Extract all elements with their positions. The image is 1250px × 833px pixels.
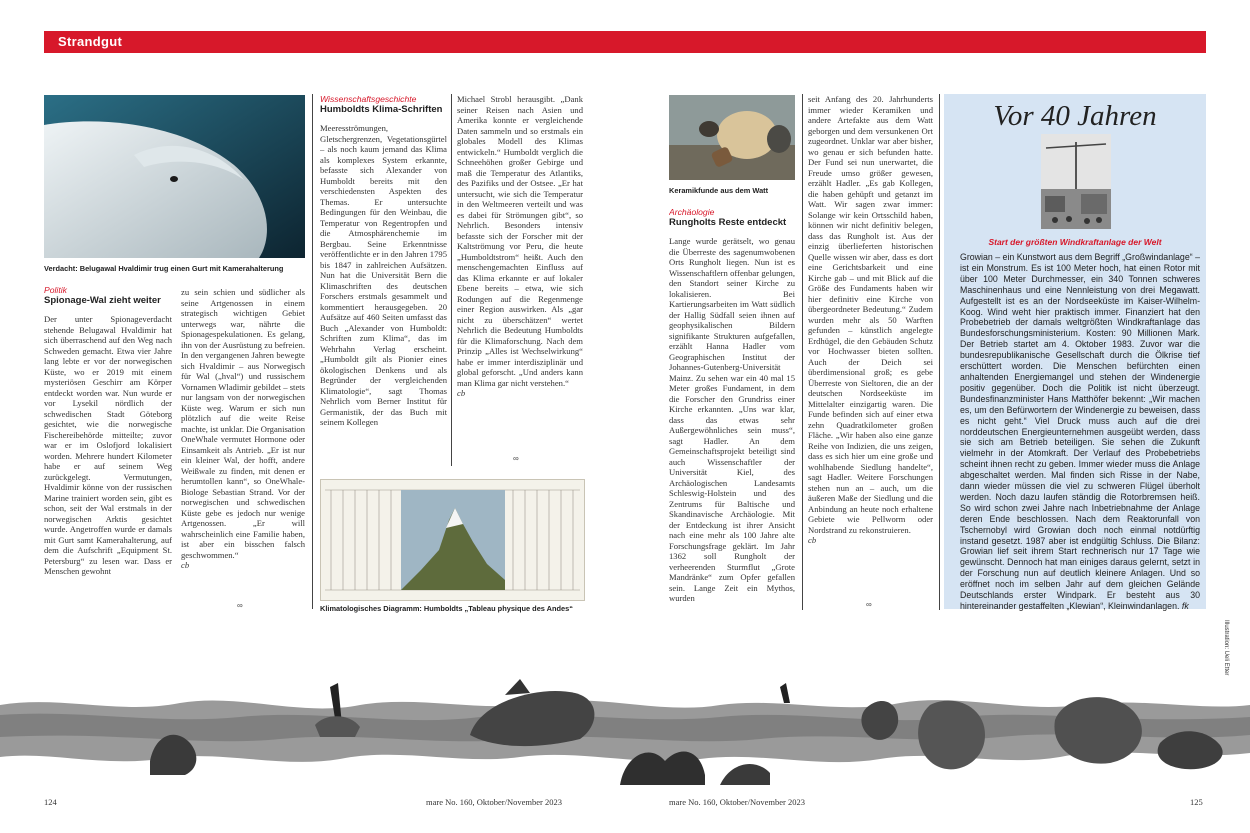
growian-photo [1041, 134, 1111, 229]
illustration-credit: Illustration: Ueli Etter [1223, 620, 1229, 676]
kicker-wissenschaftsgeschichte: Wissenschaftsgeschichte [320, 94, 417, 104]
end-mark-icon: ∞ [866, 600, 872, 609]
flotsam-illustration [0, 665, 1250, 790]
headline-spionage-wal: Spionage-Wal zieht weiter [44, 294, 161, 306]
article-politik-col2 [181, 287, 305, 592]
box-subtitle: Start der größten Windkraftanlage der Welt [988, 237, 1162, 247]
box-article [960, 252, 1200, 612]
article-rungholt-col1 [669, 207, 795, 613]
ceramic-photo [669, 95, 795, 180]
headline-humboldt: Humboldts Klima-Schriften [320, 103, 443, 115]
section-title: Strandgut [58, 34, 123, 49]
kicker-politik: Politik [44, 285, 67, 295]
article-rungholt-col2 [808, 94, 933, 592]
article-humboldt-text1: Meeresströmungen, Gletschergrenzen, Vegetationsgürtel – als noch kaum jemand das Klima als komplexes System erkannte, befasste sich Alexander von Humboldt bereits mit den verschiedensten Aspekten des Themas. Er untersuchte Bedingungen für den Weinbau, die Temperatur von Regentropfen und die Atmosphärenchemie im Bergbau. Seine Erkenntnisse veröffentlichte er in den Jahren 1795 bis 1847 in zahlreichen Aufsätzen. Nun hat die Universität Bern die Klimaschriften des deutschen Forschers erstmals gesammelt und kommentiert herausgegeben. 20 Aufsätze auf 460 Seiten umfasst das Buch „Alexander von Humboldt: Schriften zum Klima“, das im Wehrhahn Verlag erscheint. „Humboldt gilt als Pionier eines ökologischen Denkens und als Begründer der vergleichenden Klimatologie“, sagt Thomas Nehrlich vom Berner Institut für Germanistik, der das Buch mit seinem Kollegen [320, 123, 447, 427]
kicker-archaeologie: Archäologie [669, 207, 715, 217]
article-politik-col1 [44, 285, 172, 615]
article-humboldt-text2: Michael Strobl herausgibt. „Dank seiner Reisen nach Asien und Amerika konnte er vergleichende Daten sammeln und so erstmals ein globales Modell des Klimas entwickeln.“ Humboldt verglich die Schneehöhen großer Gebirge und maß die Temperatur des Atlantiks, des Pazifiks und der Ostsee. „Er hat untersucht, wie sich die Temperatur in den Weltmeeren verteilt und was es dabei für Strömungen gibt“, so Nehrlich. Besonders intensiv befasste sich der Forscher mit der Kaltströmung vor Peru, die heute „Humboldtstrom“ heißt. Auch den menschengemachten Einfluss auf das Klima erkannte er auf lokaler Ebene bereits – etwa, wie sich Rodungen auf die Regenmenge einer Region auswirken. Als „gar nicht zu überschätzen“ wertet Nehrlich die Bedeutung Humboldts für die Klimaforschung. Nach dem Prinzip „Alles ist Wechselwirkung“ habe er immer interdisziplinär und global geforscht. „Und anders kann man Klima gar nicht verstehen.“ [457, 94, 583, 388]
ceramic-image [669, 95, 795, 180]
signature-humboldt: cb [457, 388, 466, 398]
page-number-right: 125 [1190, 797, 1203, 807]
footer-right: mare No. 160, Oktober/November 2023 [669, 797, 805, 807]
article-humboldt-col2 [457, 94, 583, 444]
beluga-caption: Verdacht: Belugawal Hvaldimir trug einen Gurt mit Kamerahalterung [44, 264, 284, 273]
diagram-caption: Klimatologisches Diagramm: Humboldts „Tableau physique des Andes“ [320, 604, 573, 613]
article-rungholt-text2: seit Anfang des 20. Jahrhunderts immer wieder Keramiken und andere Artefakte aus dem Watt geborgen und dem versunkenen Ort zugeordnet. Unklar war aber bisher, wo genau er sich befunden hatte. Der Fund sei nun unerwartet, die Freude umso größer gewesen, erzählt Hadler. „Es gab Kollegen, die haben gehüpft und getanzt im Watt. Wir sagen zwar immer: Solange wir kein Ortsschild haben, können wir nicht definitiv belegen, dass das Rungholt ist. Aus der einzig überlieferten historischen Quelle wissen wir aber, dass es dort eine Gerichtsbarkeit und eine Kirche gab – und mit Blick auf die Größe des Fundaments haben wir hier definitiv eine Kirche von übergeordneter Bedeutung.“ Zudem wurden mehr als 50 Warften gefunden – künstlich angelegte Erdhügel, die den Gebäuden Schutz vor Hochwasser bieten sollten. Auch der Deich sei überdimensional groß; es gebe Überreste von Sieltoren, die an der deutschen Nordseeküste im Mittelalter einzigartig waren. Die Funde befinden sich auf einer etwa zehn Quadratkilometer großen Fläche. „Wir haben also eine ganze Reihe von Indizien, die uns zeigen, dass es sich hier um eine große und wohlhabende Siedlung handelte“, sagt Hadler. Weitere Forschungen stehen nun an – auch, um die äußeren Maße der Siedlung und die Anbindung an heute noch erhaltene Gebiete wie Pellworm oder Nordstrand zu rekonstruieren. [808, 94, 933, 535]
page-number-left: 124 [44, 797, 57, 807]
footer-left: mare No. 160, Oktober/November 2023 [426, 797, 562, 807]
box-article-text: Growian – ein Kunstwort aus dem Begriff „Großwindanlage“ – ist ein Monstrum. Es ist 100 Meter hoch, hat einen Rotor mit über 100 Meter Durchmesser, ein 340 Tonnen schweres Maschinenhaus und eine Nennleistung von drei Megawatt. Aufgestellt ist es an der Nordseeküste im Kaiser-Wilhelm-Koog. Wind weht hier praktisch immer. Finanziert hat den Probebetrieb der damals weltgrößten Windkraftanlage das Bundesforschungsministerium. Kosten: 90 Millionen Mark. Der Betrieb startet am 4. Oktober 1983. Zuvor war die bundesrepublikanische Gesellschaft durch die Ölkrise tief erschüttert worden. Die Menschen befürchten einen anhaltenden Energiemangel und stehen der Windenergie positiv gegenüber. Doch die Politik ist nicht überzeugt. Bundesfinanzminister Hans Matthöfer bekennt: „Wir machen es, um den Befürwortern der Windenergie zu beweisen, dass es nicht geht.“ Viel Druck muss auch auf die drei norddeutschen Energieunternehmen ausgeübt werden, dass sie sich am Betrieb beteiligen. Sie sehen die Zukunft vielmehr in der Atomkraft. Der Verlauf des Probebetriebs scheint ihnen recht zu geben. Immer wieder muss die Anlage abgeschaltet werden. Mal finden sich Risse in der Nabe, dann wieder müssen die viel zu schweren Flügel überholt werden. Noch dazu laufen ständig die Rotorbremsen heiß. So wird schon zwei Jahre nach Inbetriebnahme der Anlage deren Ende beschlossen. Nach dem Reaktorunfall von Tschernobyl wird Growian doch noch einmal notdürftig instand gesetzt. 1987 aber ist endgültig Schluss. Die Bilanz: Growian lief seit ihrem Start rechnerisch nur 17 Tage wie gewünscht. Dennoch hat man einiges daraus gelernt, setzt in der Forschung nun auf deutlich kleinere Anlagen. Und so eröffnet noch im selben Jahr auf dem gleichen Gelände Deutschlands erster Windpark. Er besteht aus 30 hintereinander gestaffelten „Klewian“, Kleinwindanlagen. [960, 252, 1200, 611]
column-rule [802, 94, 803, 610]
beluga-photo [44, 95, 305, 258]
end-mark-icon: ∞ [513, 454, 519, 463]
article-politik-text2: zu sein schien und südlicher als seine Artgenossen in einem strategisch wichtigen Gebiet unterwegs war, nährte die Spionagespekulationen. Es gelang, ihn von der Ausrüstung zu befreien. In den vergangenen Jahren bewegte sich Hvaldimir – aus Norwegisch für Wal („hval“) und russischem Vornamen Wladimir gebildet – stets nur langsam von der norwegischen Küste weg. Warum er sich nun plötzlich auf die weite Reise machte, ist unklar. Die Organisation OneWhale vermutet Hormone oder Einsamkeit als Antrieb. „Er ist nur ein kleiner Wal, der hofft, andere Weißwale zu finden, mit denen er herumtollen kann“, so OneWhale-Biologe Sebastian Strand. Vor der norwegischen und schwedischen Küste gebe es jedoch nur wenige Artgenossen. „Er will wahrscheinlich eine Familie haben, ist aber ein bisschen falsch geschwommen.“ [181, 287, 305, 560]
headline-rungholt: Rungholts Reste entdeckt [669, 216, 787, 228]
humboldt-diagram [320, 479, 585, 601]
article-rungholt-text1: Lange wurde gerätselt, wo genau die Überreste des sagenumwobenen Orts Rungholt liegen. Nun ist es Wissenschaftlern offenbar gelungen, den Standort seiner Kirche zu lokalisieren. Bei Kartierungsarbeiten im Watt südlich der Hallig Südfall seien ihnen auf geophysikalischen Bildern signifikante Strukturen aufgefallen, erzählt Hanna Hadler vom Geographischen Institut der Johannes-Gutenberg-Universität Mainz. Zu sehen war ein 40 mal 15 Meter großes Fundament, in dem die Forscher den Grundriss einer Kirche erkannten. „Uns war klar, dass das etwas sehr Außergewöhnliches sein muss“, sagt Hadler. An dem Gemeinschaftsprojekt beteiligt sind auch Wissenschaftler der Universität Kiel, des Archäologischen Landesamts Schleswig-Holstein und des Zentrums für Baltische und Skandinavische Archäologie. Mit der Entdeckung ist ihrer Ansicht nach eine mehr als 100 Jahre alte Forschungsfrage geklärt. Im Jahr 1362 soll Rungholt der verheerenden Sturmflut „Grote Mandränke“ zum Opfer gefallen sein. Lange Zeit ein Mythos, wurden [669, 236, 795, 603]
signature-rungholt: cb [808, 535, 817, 545]
tableau-physique-image [321, 480, 584, 600]
box-signature: fk [1181, 601, 1189, 611]
growian-image [1041, 134, 1111, 229]
end-mark-icon: ∞ [237, 601, 243, 610]
article-politik-text1: Der unter Spionageverdacht stehende Belugawal Hvaldimir hat sich überraschend auf den Weg nach Schweden gemacht. Etwa vier Jahre lang lebte er vor der norwegischen Küste, wo er 2019 mit einem mysteriösen Geschirr am Körper entdeckt worden war. Nun wurde er vor Lysekil nördlich der schwedischen Stadt Göteborg gesichtet, wie die norwegische Fischereibehörde mitteilte; zuvor war er im Oslofjord lokalisiert worden. Mehrere hundert Kilometer habe er auf seinem Weg zurückgelegt. Vermutungen, Hvaldimir könne von der russischen Marine trainiert worden sein, gibt es schon, seit der Wal erstmals in der norwegischen Arktis gesichtet wurde. Angetroffen wurde er damals mit Gurt samt Kamerahalterung, auf dem die Aufschrift „Equipment St. Petersburg“ zu lesen war. Dass er Menschen gewohnt [44, 314, 172, 576]
box-title: Vor 40 Jahren [993, 100, 1157, 132]
beluga-image [44, 95, 305, 258]
column-rule [939, 94, 940, 610]
section-banner [44, 31, 1206, 53]
column-rule [451, 94, 452, 466]
article-humboldt-col1 [320, 94, 447, 470]
ceramic-caption: Keramikfunde aus dem Watt [669, 186, 769, 195]
column-rule [312, 94, 313, 609]
signature-politik: cb [181, 560, 190, 570]
shoreline-illustration [0, 665, 1250, 790]
